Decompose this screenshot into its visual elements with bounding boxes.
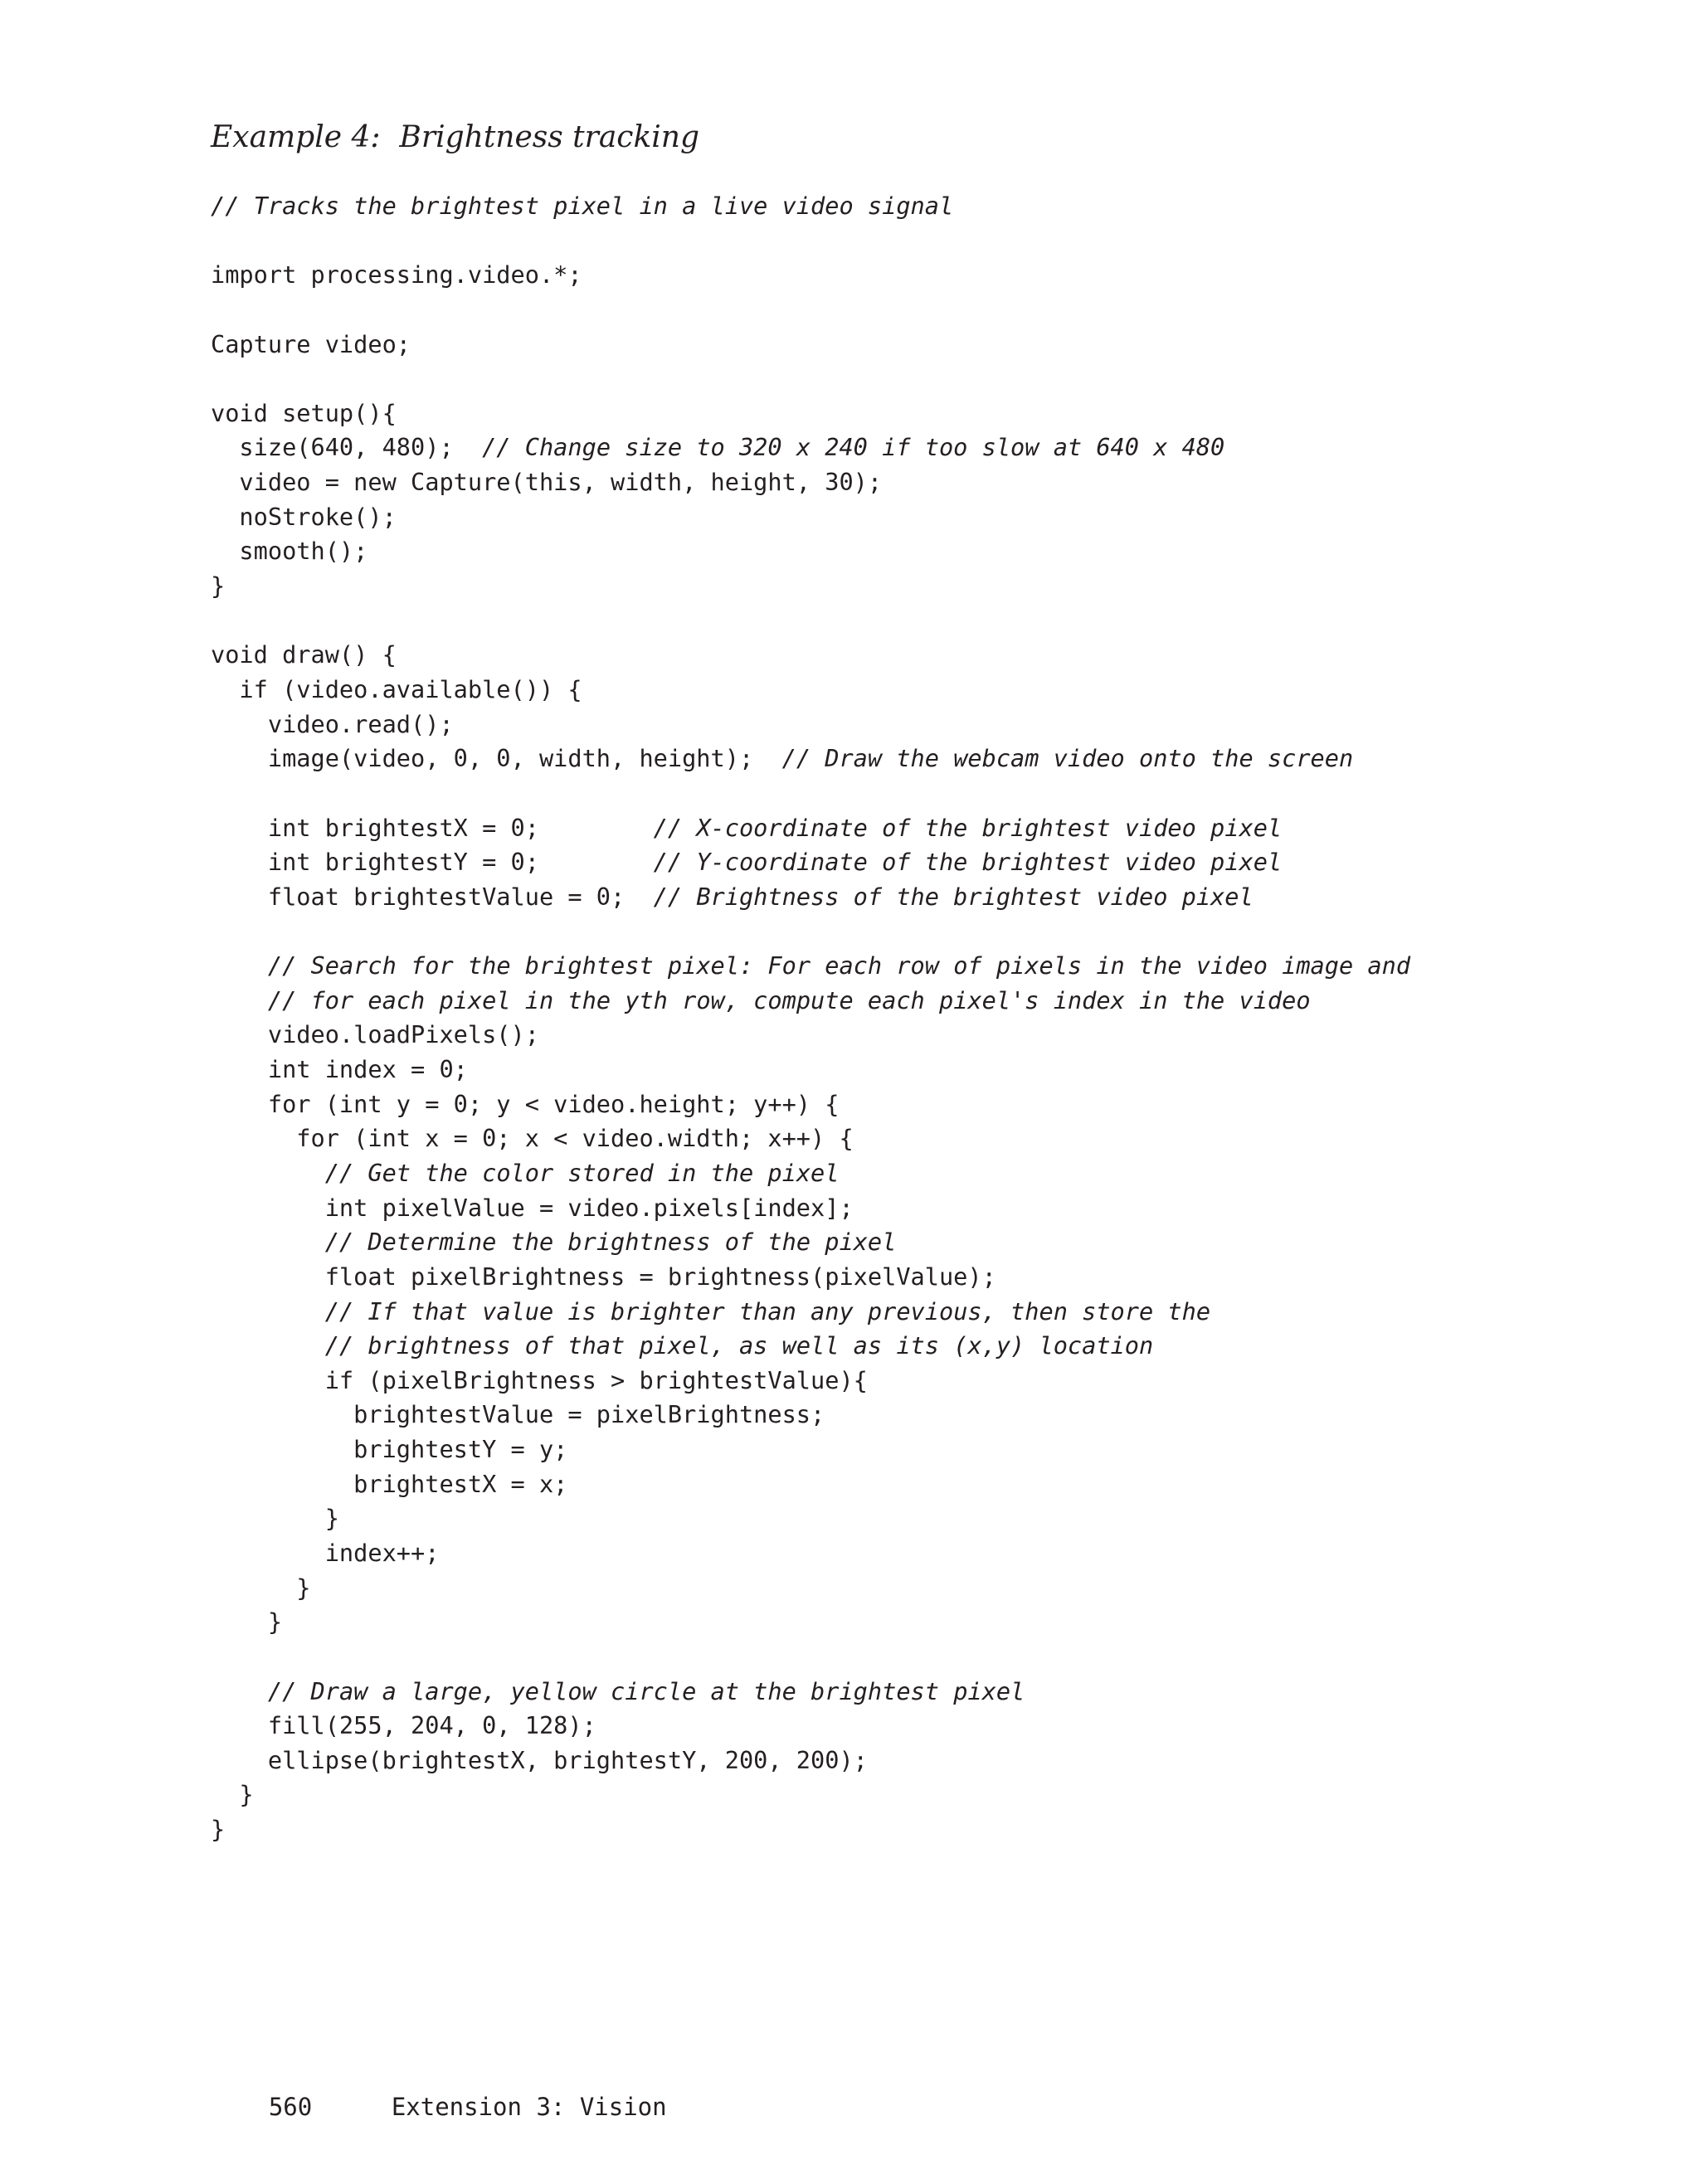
code-line [211, 362, 1410, 396]
page-footer [211, 2057, 667, 2157]
code-text: video = new Capture(this, width, height, 30); [211, 468, 883, 497]
code-comment: // Determine the brightness of the pixel [324, 1228, 897, 1257]
code-line [211, 604, 1410, 639]
code-text: if (video.available()) { [211, 674, 582, 703]
code-text: int pixelValue = video.pixels[index]; [211, 1193, 854, 1222]
code-text: float pixelBrightness = brightness(pixelValue); [211, 1262, 996, 1291]
code-comment: // Y-coordinate of the brightest video pixel [653, 848, 1283, 877]
code-text: float brightestValue = 0; [211, 882, 654, 911]
code-comment: // Get the color stored in the pixel [324, 1158, 840, 1187]
code-text: brightestY = y; [211, 1435, 568, 1464]
code-line [211, 1156, 1410, 1191]
code-text: } [211, 1815, 226, 1844]
code-line [211, 1398, 1410, 1432]
code-line [211, 430, 1410, 465]
code-text: } [211, 572, 226, 601]
code-text: void draw() { [211, 640, 397, 669]
code-text [211, 1331, 325, 1360]
code-line [211, 569, 1410, 604]
code-text [211, 986, 268, 1014]
code-comment: // Draw the webcam video onto the screen [781, 744, 1354, 773]
code-line [211, 845, 1410, 880]
code-line [211, 1191, 1410, 1226]
code-text [211, 1677, 268, 1705]
code-line [211, 708, 1410, 742]
code-text: index++; [211, 1538, 440, 1567]
code-line [211, 465, 1410, 500]
code-comment: // Search for the brightest pixel: For each row of pixels in the video image and [267, 951, 1411, 980]
section-title: Extension 3: Vision [391, 2093, 667, 2121]
code-line [211, 1087, 1410, 1122]
code-line [211, 224, 1410, 259]
code-line [211, 880, 1410, 915]
page-number: 560 [268, 2093, 313, 2121]
code-text: size(640, 480); [211, 433, 483, 462]
code-line [211, 949, 1410, 984]
code-line [211, 328, 1410, 362]
code-text: int index = 0; [211, 1055, 468, 1084]
code-text [211, 1297, 325, 1325]
code-line [211, 984, 1410, 1019]
code-line [211, 811, 1410, 846]
code-line [211, 673, 1410, 708]
code-comment: // Change size to 320 x 240 if too slow at 640 x 480 [482, 433, 1225, 462]
code-line [211, 1225, 1410, 1260]
code-line [211, 293, 1410, 328]
code-text [211, 1228, 325, 1256]
code-line [211, 1675, 1410, 1710]
code-line [211, 534, 1410, 569]
code-line [211, 776, 1410, 811]
code-line [211, 1571, 1410, 1606]
code-line [211, 1260, 1410, 1295]
code-line [211, 1295, 1410, 1330]
code-line [211, 1812, 1410, 1847]
code-text: image(video, 0, 0, width, height); [211, 744, 782, 773]
code-line [211, 1432, 1410, 1467]
code-text: video.read(); [211, 709, 454, 738]
code-text: } [211, 1608, 283, 1637]
code-comment: // Tracks the brightest pixel in a live video signal [211, 192, 954, 220]
code-comment: // X-coordinate of the brightest video pixel [653, 813, 1283, 842]
code-text: ellipse(brightestX, brightestY, 200, 200); [211, 1745, 868, 1774]
code-line [211, 638, 1410, 673]
code-line [211, 742, 1410, 776]
code-line [211, 189, 1410, 224]
code-line [211, 1536, 1410, 1571]
code-line [211, 1121, 1410, 1156]
code-text: fill(255, 204, 0, 128); [211, 1711, 596, 1740]
code-line [211, 1018, 1410, 1053]
code-listing [211, 189, 1410, 1847]
code-text: video.loadPixels(); [211, 1020, 539, 1049]
example-heading: Example 4: Brightness tracking [211, 120, 700, 154]
code-text: import processing.video.*; [211, 260, 582, 289]
code-line [211, 258, 1410, 293]
code-line [211, 500, 1410, 535]
code-line [211, 396, 1410, 431]
code-text: for (int y = 0; y < video.height; y++) { [211, 1089, 840, 1118]
code-comment: // Draw a large, yellow circle at the brightest pixel [267, 1676, 1025, 1705]
code-comment: // Brightness of the brightest video pixel [653, 882, 1254, 911]
code-text [211, 951, 268, 980]
code-text: } [211, 1780, 254, 1809]
code-text: void setup(){ [211, 398, 397, 427]
code-line [211, 1329, 1410, 1364]
code-line [211, 1053, 1410, 1087]
code-line [211, 1501, 1410, 1536]
code-text: brightestValue = pixelBrightness; [211, 1400, 825, 1429]
code-comment: // for each pixel in the yth row, compute each pixel's index in the video [267, 985, 1311, 1014]
code-text: for (int x = 0; x < video.width; x++) { [211, 1124, 854, 1153]
code-text: } [211, 1573, 311, 1602]
code-line [211, 1467, 1410, 1502]
code-text: Capture video; [211, 329, 411, 358]
code-text: smooth(); [211, 537, 368, 566]
code-comment: // brightness of that pixel, as well as its (x,y) location [324, 1331, 1154, 1360]
code-text: int brightestY = 0; [211, 848, 654, 877]
code-text: } [211, 1504, 339, 1533]
code-line [211, 1364, 1410, 1398]
code-comment: // If that value is brighter than any previous, then store the [324, 1296, 1211, 1325]
code-line [211, 1640, 1410, 1675]
code-text: brightestX = x; [211, 1469, 568, 1498]
code-text: noStroke(); [211, 502, 397, 531]
code-line [211, 914, 1410, 949]
code-line [211, 1778, 1410, 1812]
code-text: if (pixelBrightness > brightestValue){ [211, 1365, 868, 1394]
code-text: int brightestX = 0; [211, 813, 654, 842]
code-line [211, 1744, 1410, 1778]
code-line [211, 1605, 1410, 1640]
code-line [211, 1709, 1410, 1744]
code-text [211, 1159, 325, 1187]
